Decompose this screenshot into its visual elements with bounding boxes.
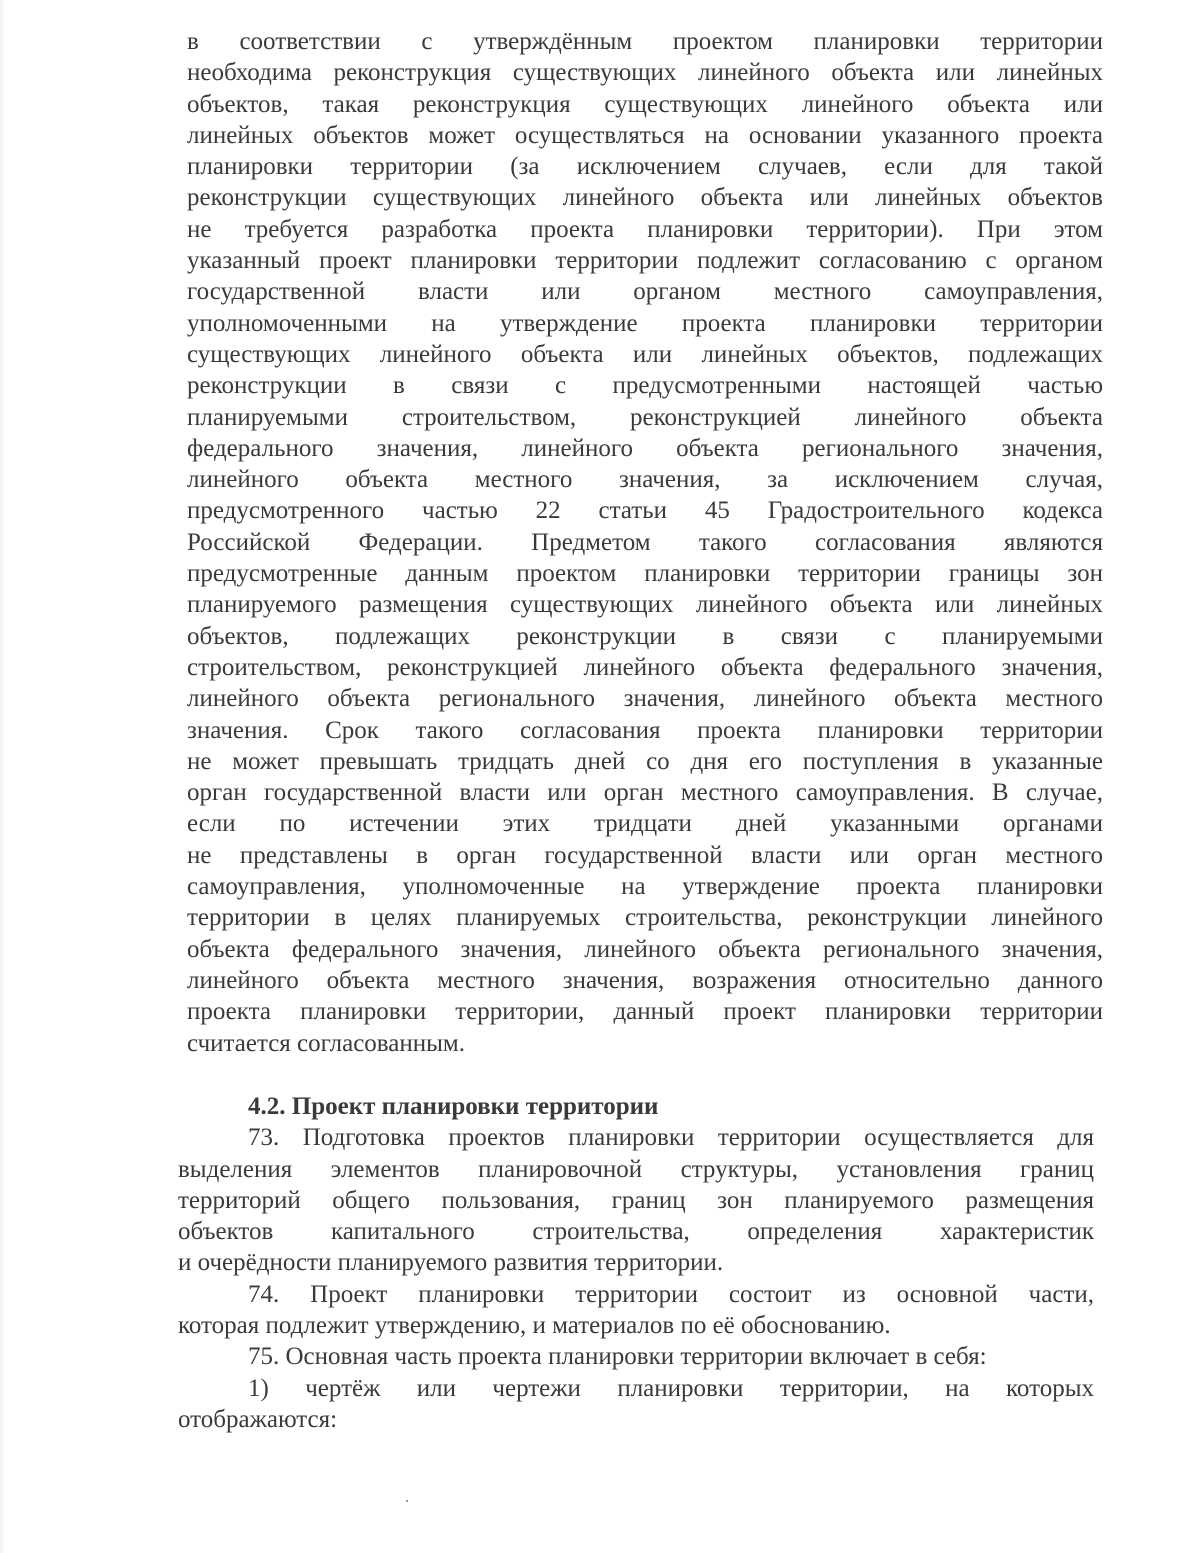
item-74-line: 74. Проект планировки территории состоит из основной части, bbox=[248, 1280, 1094, 1308]
text-line: значения. Срок такого согласования проекта планировки территории bbox=[187, 716, 1103, 744]
text-line: государственной власти или органом местного самоуправления, bbox=[187, 278, 1103, 306]
text-line: считается согласованным. bbox=[187, 1029, 465, 1057]
text-line: реконструкции существующих линейного объекта или линейных объектов bbox=[187, 184, 1103, 212]
text-line: предусмотренные данным проектом планировки территории границы зон bbox=[187, 560, 1103, 588]
text-line: федерального значения, линейного объекта регионального значения, bbox=[187, 434, 1103, 462]
item-73-line: территорий общего пользования, границ зон планируемого размещения bbox=[178, 1186, 1094, 1214]
text-line: не представлены в орган государственной власти или орган местного bbox=[187, 841, 1103, 869]
text-line: Российской Федерации. Предметом такого согласования являются bbox=[187, 528, 1103, 556]
text-line: линейного объекта регионального значения, линейного объекта местного bbox=[187, 685, 1103, 713]
text-line: если по истечении этих тридцати дней указанными органами bbox=[187, 810, 1103, 838]
section-heading: 4.2. Проект планировки территории bbox=[248, 1093, 659, 1120]
item-75-1-line: отображаются: bbox=[178, 1405, 338, 1433]
text-line: планируемого размещения существующих линейного объекта или линейных bbox=[187, 591, 1103, 619]
text-line: планируемыми строительством, реконструкцией линейного объекта bbox=[187, 403, 1103, 431]
item-73-line: и очерёдности планируемого развития территории. bbox=[178, 1249, 724, 1277]
item-73-line: выделения элементов планировочной структуры, установления границ bbox=[178, 1155, 1094, 1183]
item-73-line: объектов капитального строительства, определения характеристик bbox=[178, 1218, 1094, 1246]
text-line: предусмотренного частью 22 статьи 45 Градостроительного кодекса bbox=[187, 497, 1103, 525]
text-line: объекта федерального значения, линейного объекта регионального значения, bbox=[187, 935, 1103, 963]
scan-speck bbox=[406, 1500, 408, 1502]
text-line: линейных объектов может осуществляться на основании указанного проекта bbox=[187, 121, 1103, 149]
text-line: самоуправления, уполномоченные на утверждение проекта планировки bbox=[187, 873, 1103, 901]
section-4-2 bbox=[178, 1093, 1094, 1435]
item-74-line: которая подлежит утверждению, и материалов по её обоснованию. bbox=[178, 1312, 891, 1340]
item-75-line: 75. Основная часть проекта планировки территории включает в себя: bbox=[248, 1343, 987, 1371]
text-line: в соответствии с утверждённым проектом планировки территории bbox=[187, 28, 1103, 55]
text-line: линейного объекта местного значения, возражения относительно данного bbox=[187, 966, 1103, 994]
scan-edge bbox=[0, 0, 3, 1553]
text-line: объектов, такая реконструкция существующих линейного объекта или bbox=[187, 90, 1103, 118]
text-line: линейного объекта местного значения, за исключением случая, bbox=[187, 466, 1103, 494]
continued-paragraph bbox=[187, 26, 1103, 1059]
text-line: необходима реконструкция существующих линейного объекта или линейных bbox=[187, 59, 1103, 87]
text-line: не требуется разработка проекта планировки территории). При этом bbox=[187, 215, 1103, 243]
text-line: территории в целях планируемых строительства, реконструкции линейного bbox=[187, 904, 1103, 932]
text-line: не может превышать тридцать дней со дня его поступления в указанные bbox=[187, 747, 1103, 775]
text-line: орган государственной власти или орган местного самоуправления. В случае, bbox=[187, 779, 1103, 807]
text-line: реконструкции в связи с предусмотренными настоящей частью bbox=[187, 372, 1103, 400]
text-line: существующих линейного объекта или линейных объектов, подлежащих bbox=[187, 340, 1103, 368]
item-73-line: 73. Подготовка проектов планировки территории осуществляется для bbox=[248, 1124, 1094, 1152]
item-75-1-line: 1) чертёж или чертежи планировки территории, на которых bbox=[248, 1374, 1094, 1402]
text-line: проекта планировки территории, данный проект планировки территории bbox=[187, 998, 1103, 1026]
text-line: указанный проект планировки территории подлежит согласованию с органом bbox=[187, 247, 1103, 275]
text-line: объектов, подлежащих реконструкции в связи с планируемыми bbox=[187, 622, 1103, 650]
text-line: планировки территории (за исключением случаев, если для такой bbox=[187, 153, 1103, 181]
text-line: строительством, реконструкцией линейного объекта федерального значения, bbox=[187, 653, 1103, 681]
text-line: уполномоченными на утверждение проекта планировки территории bbox=[187, 309, 1103, 337]
